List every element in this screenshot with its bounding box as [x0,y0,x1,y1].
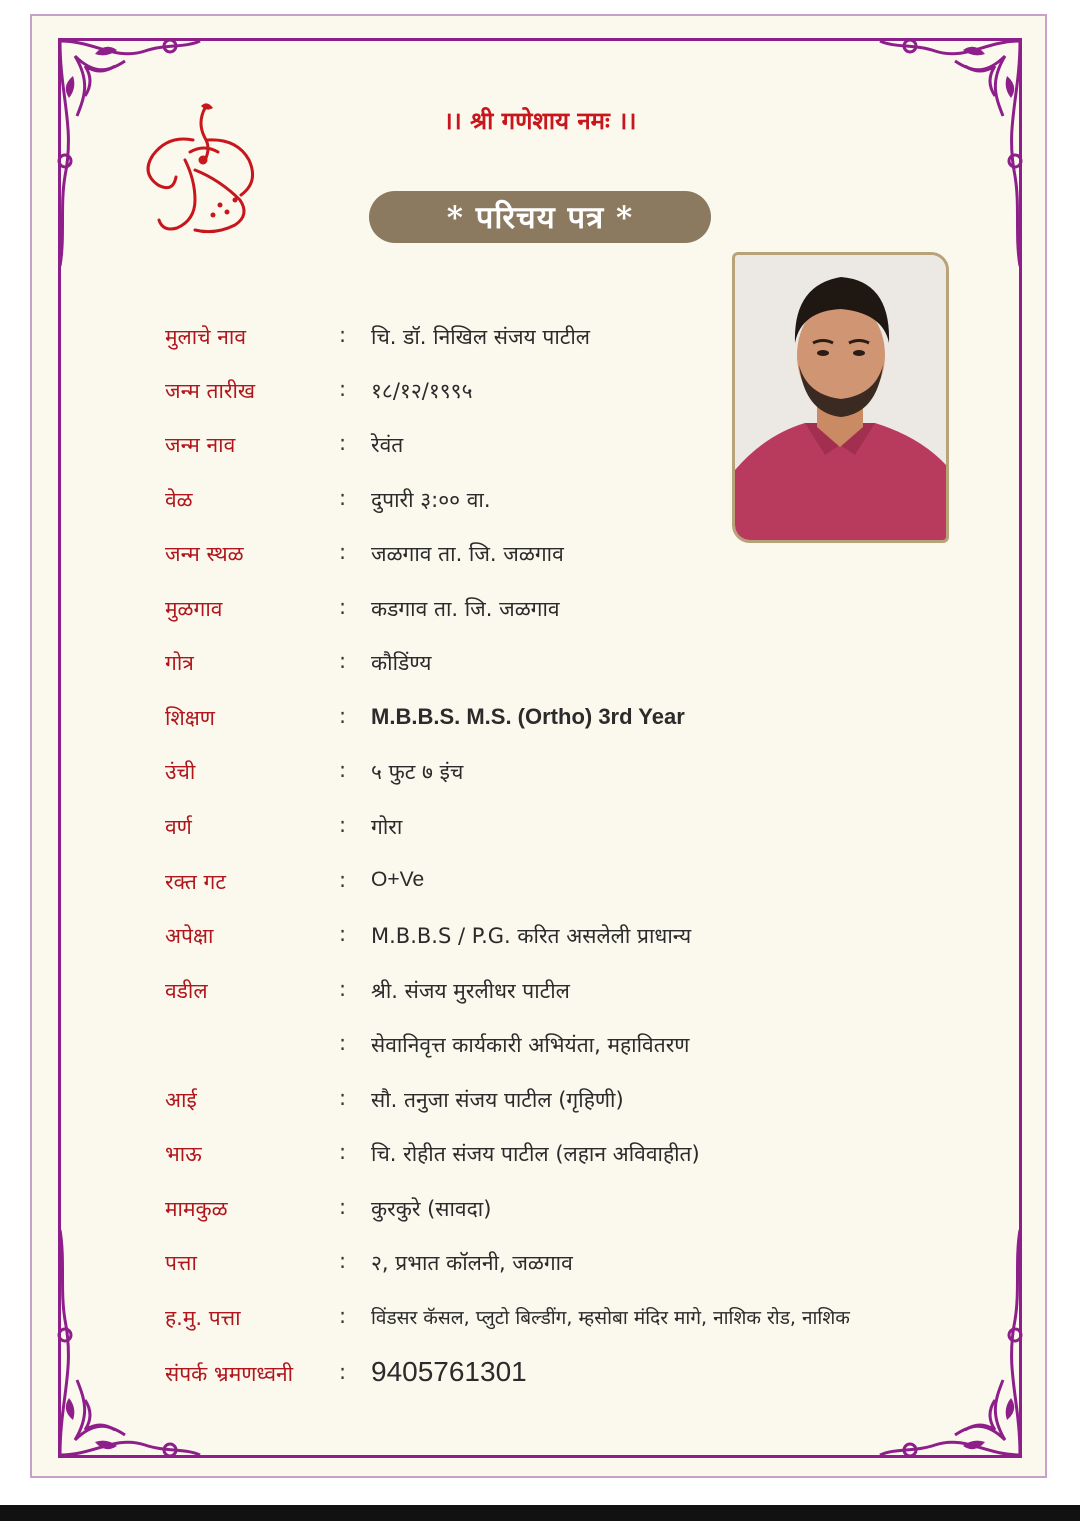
row-colon: : [339,486,347,510]
row-label: जन्म नाव [165,433,236,457]
row-value: रेवंत [371,433,404,457]
page-title-text: * परिचय पत्र * [446,200,634,236]
row-colon: : [339,323,347,347]
row-label: उंची [165,760,196,784]
row-brother [0,1140,1080,1180]
row-value: चि. डॉ. निखिल संजय पाटील [371,325,591,349]
row-expectations [0,922,1080,962]
row-mother [0,1086,1080,1126]
row-label: गोत्र [165,651,194,675]
row-colon: : [339,1360,347,1384]
row-birth-time [0,486,1080,526]
row-label: जन्म तारीख [165,379,256,403]
row-label: अपेक्षा [165,924,214,948]
row-colon: : [339,1304,347,1328]
row-label: संपर्क भ्रमणध्वनी [165,1362,294,1386]
row-label: ह.मु. पत्ता [165,1306,241,1330]
row-colon: : [339,1140,347,1164]
row-address [0,1249,1080,1289]
row-current-address [0,1304,1080,1344]
row-value: कौडिंण्य [371,651,432,675]
row-colon: : [339,595,347,619]
row-complexion [0,813,1080,853]
row-label: शिक्षण [165,706,215,730]
row-value: M.B.B.S / P.G. करित असलेली प्राधान्य [371,924,692,948]
row-label: जन्म स्थळ [165,542,244,566]
row-colon: : [339,377,347,401]
row-value: १८/१२/१९९५ [371,379,473,403]
row-colon: : [339,704,347,728]
row-value: जळगाव ता. जि. जळगाव [371,542,564,566]
row-groom-name [0,323,1080,363]
row-colon: : [339,813,347,837]
row-education [0,704,1080,744]
row-label: पत्ता [165,1251,197,1275]
row-label: वडील [165,979,208,1003]
mantra-heading: ।। श्री गणेशाय नमः ।। [443,106,637,135]
row-label: वर्ण [165,815,192,839]
row-colon: : [339,868,347,892]
row-colon: : [339,1195,347,1219]
row-colon: : [339,1031,347,1055]
row-value: चि. रोहीत संजय पाटील (लहान अविवाहीत) [371,1142,700,1166]
row-value: O+Ve [371,868,425,891]
row-value: कडगाव ता. जि. जळगाव [371,597,560,621]
row-birth-date [0,377,1080,417]
row-value: सौ. तनुजा संजय पाटील (गृहिणी) [371,1088,624,1112]
row-father [0,977,1080,1017]
row-value: M.B.B.S. M.S. (Ortho) 3rd Year [371,704,685,729]
row-value: २, प्रभात कॉलनी, जळगाव [371,1251,573,1275]
row-label: मुलाचे नाव [165,325,247,349]
row-contact [0,1356,1080,1400]
row-colon: : [339,649,347,673]
row-native-place [0,595,1080,635]
page-title [369,191,711,243]
row-height [0,758,1080,798]
row-label: मामकुळ [165,1197,228,1221]
row-colon: : [339,1086,347,1110]
row-colon: : [339,431,347,455]
row-label: रक्त गट [165,870,226,894]
row-value: ५ फुट ७ इंच [371,760,464,784]
row-value: कुरकुरे (सावदा) [371,1197,492,1221]
row-colon: : [339,758,347,782]
row-value: दुपारी ३:०० वा. [371,488,491,512]
row-colon: : [339,977,347,1001]
row-value: सेवानिवृत्त कार्यकारी अभियंता, महावितरण [371,1033,690,1057]
row-value: विंडसर कॅसल, प्लुटो बिल्डींग, म्हसोबा मंदिर मागे, नाशिक रोड, नाशिक [371,1307,850,1329]
row-label: भाऊ [165,1142,202,1166]
row-value: गोरा [371,815,403,839]
row-label: वेळ [165,488,193,512]
row-maternal-family [0,1195,1080,1235]
row-colon: : [339,540,347,564]
row-birth-place [0,540,1080,580]
phone-number[interactable]: 9405761301 [371,1356,527,1387]
row-label: आई [165,1088,197,1112]
row-colon: : [339,922,347,946]
row-label: मुळगाव [165,597,223,621]
row-value: श्री. संजय मुरलीधर पाटील [371,979,570,1003]
row-colon: : [339,1249,347,1273]
row-blood-group [0,868,1080,908]
row-father-occupation [0,1031,1080,1071]
bottom-bar [0,1505,1080,1521]
row-birth-name [0,431,1080,471]
row-gotra [0,649,1080,689]
